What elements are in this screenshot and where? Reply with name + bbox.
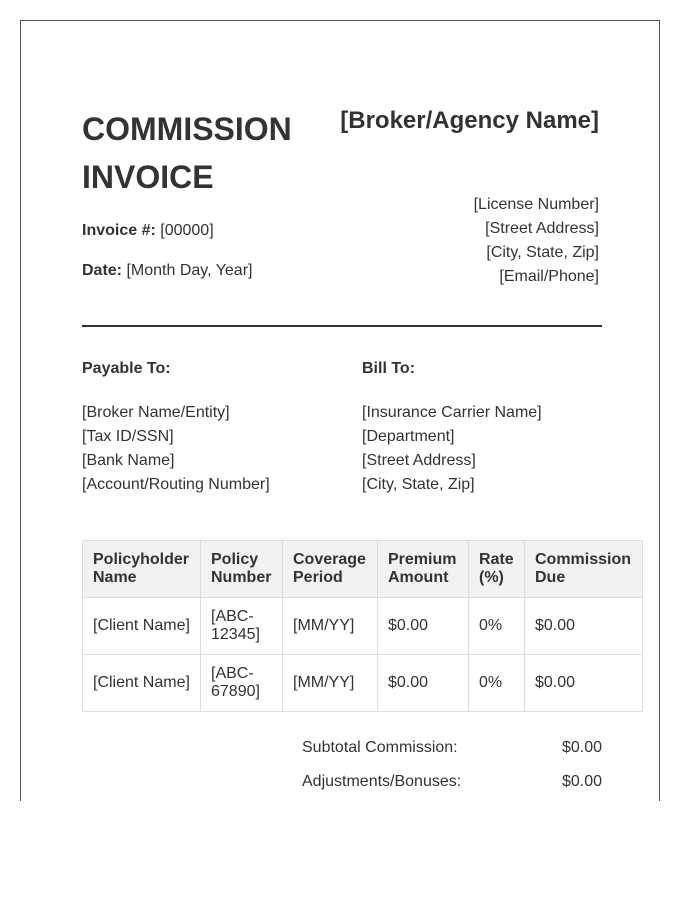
col-rate: Rate (%): [469, 541, 525, 598]
col-policy-number: Policy Number: [201, 541, 283, 598]
broker-city: [City, State, Zip]: [486, 244, 599, 261]
broker-name: [Broker/Agency Name]: [340, 107, 599, 134]
adjustments-value: $0.00: [561, 773, 602, 790]
payable-to-line: [Account/Routing Number]: [82, 476, 270, 493]
invoice-date-label: Date:: [82, 262, 123, 279]
bill-to-heading: Bill To:: [362, 360, 416, 377]
broker-details: [474, 193, 599, 289]
cell-policyholder-name: [Client Name]: [83, 598, 201, 655]
col-premium-amount: Premium Amount: [378, 541, 469, 598]
table-row: [83, 598, 643, 655]
payable-to-line: [Tax ID/SSN]: [82, 428, 174, 445]
invoice-title-line1: COMMISSION: [82, 111, 292, 147]
broker-contact: [Email/Phone]: [499, 268, 599, 285]
commission-table: [82, 540, 643, 712]
invoice-number-label: Invoice #:: [82, 222, 156, 239]
cell-policy-number: [ABC-12345]: [201, 598, 283, 655]
cell-coverage-period: [MM/YY]: [283, 655, 378, 712]
broker-license: [License Number]: [473, 196, 599, 213]
cell-premium-amount: $0.00: [378, 655, 469, 712]
invoice-title: [82, 105, 292, 201]
header-divider: [82, 325, 602, 327]
cell-rate: 0%: [469, 655, 525, 712]
adjustments-label: Adjustments/Bonuses:: [302, 773, 462, 790]
table-header-row: [83, 541, 643, 598]
cell-policyholder-name: [Client Name]: [83, 655, 201, 712]
cell-coverage-period: [MM/YY]: [283, 598, 378, 655]
col-coverage-period: Coverage Period: [283, 541, 378, 598]
bill-to-block: [362, 359, 542, 497]
invoice-date-row: [82, 262, 252, 280]
payable-to-line: [Broker Name/Entity]: [82, 404, 230, 421]
cell-commission-due: $0.00: [525, 655, 643, 712]
subtotal-label: Subtotal Commission:: [302, 739, 458, 756]
cell-premium-amount: $0.00: [378, 598, 469, 655]
subtotal-value: $0.00: [561, 739, 602, 756]
invoice-date-value: [Month Day, Year]: [126, 262, 253, 279]
bill-to-line: [City, State, Zip]: [362, 476, 475, 493]
invoice-page: [20, 20, 660, 801]
invoice-number-value: [00000]: [160, 222, 214, 239]
payable-to-line: [Bank Name]: [82, 452, 175, 469]
broker-street: [Street Address]: [485, 220, 599, 237]
cell-rate: 0%: [469, 598, 525, 655]
table-row: [83, 655, 643, 712]
bill-to-line: [Street Address]: [362, 452, 476, 469]
col-commission-due: Commission Due: [525, 541, 643, 598]
payable-to-heading: Payable To:: [82, 360, 171, 377]
cell-commission-due: $0.00: [525, 598, 643, 655]
bill-to-line: [Insurance Carrier Name]: [362, 404, 542, 421]
col-policyholder-name: Policyholder Name: [83, 541, 201, 598]
invoice-number-row: [82, 222, 214, 240]
cell-policy-number: [ABC-67890]: [201, 655, 283, 712]
invoice-title-line2: INVOICE: [82, 159, 214, 195]
bill-to-line: [Department]: [362, 428, 455, 445]
payable-to-block: [82, 359, 270, 497]
